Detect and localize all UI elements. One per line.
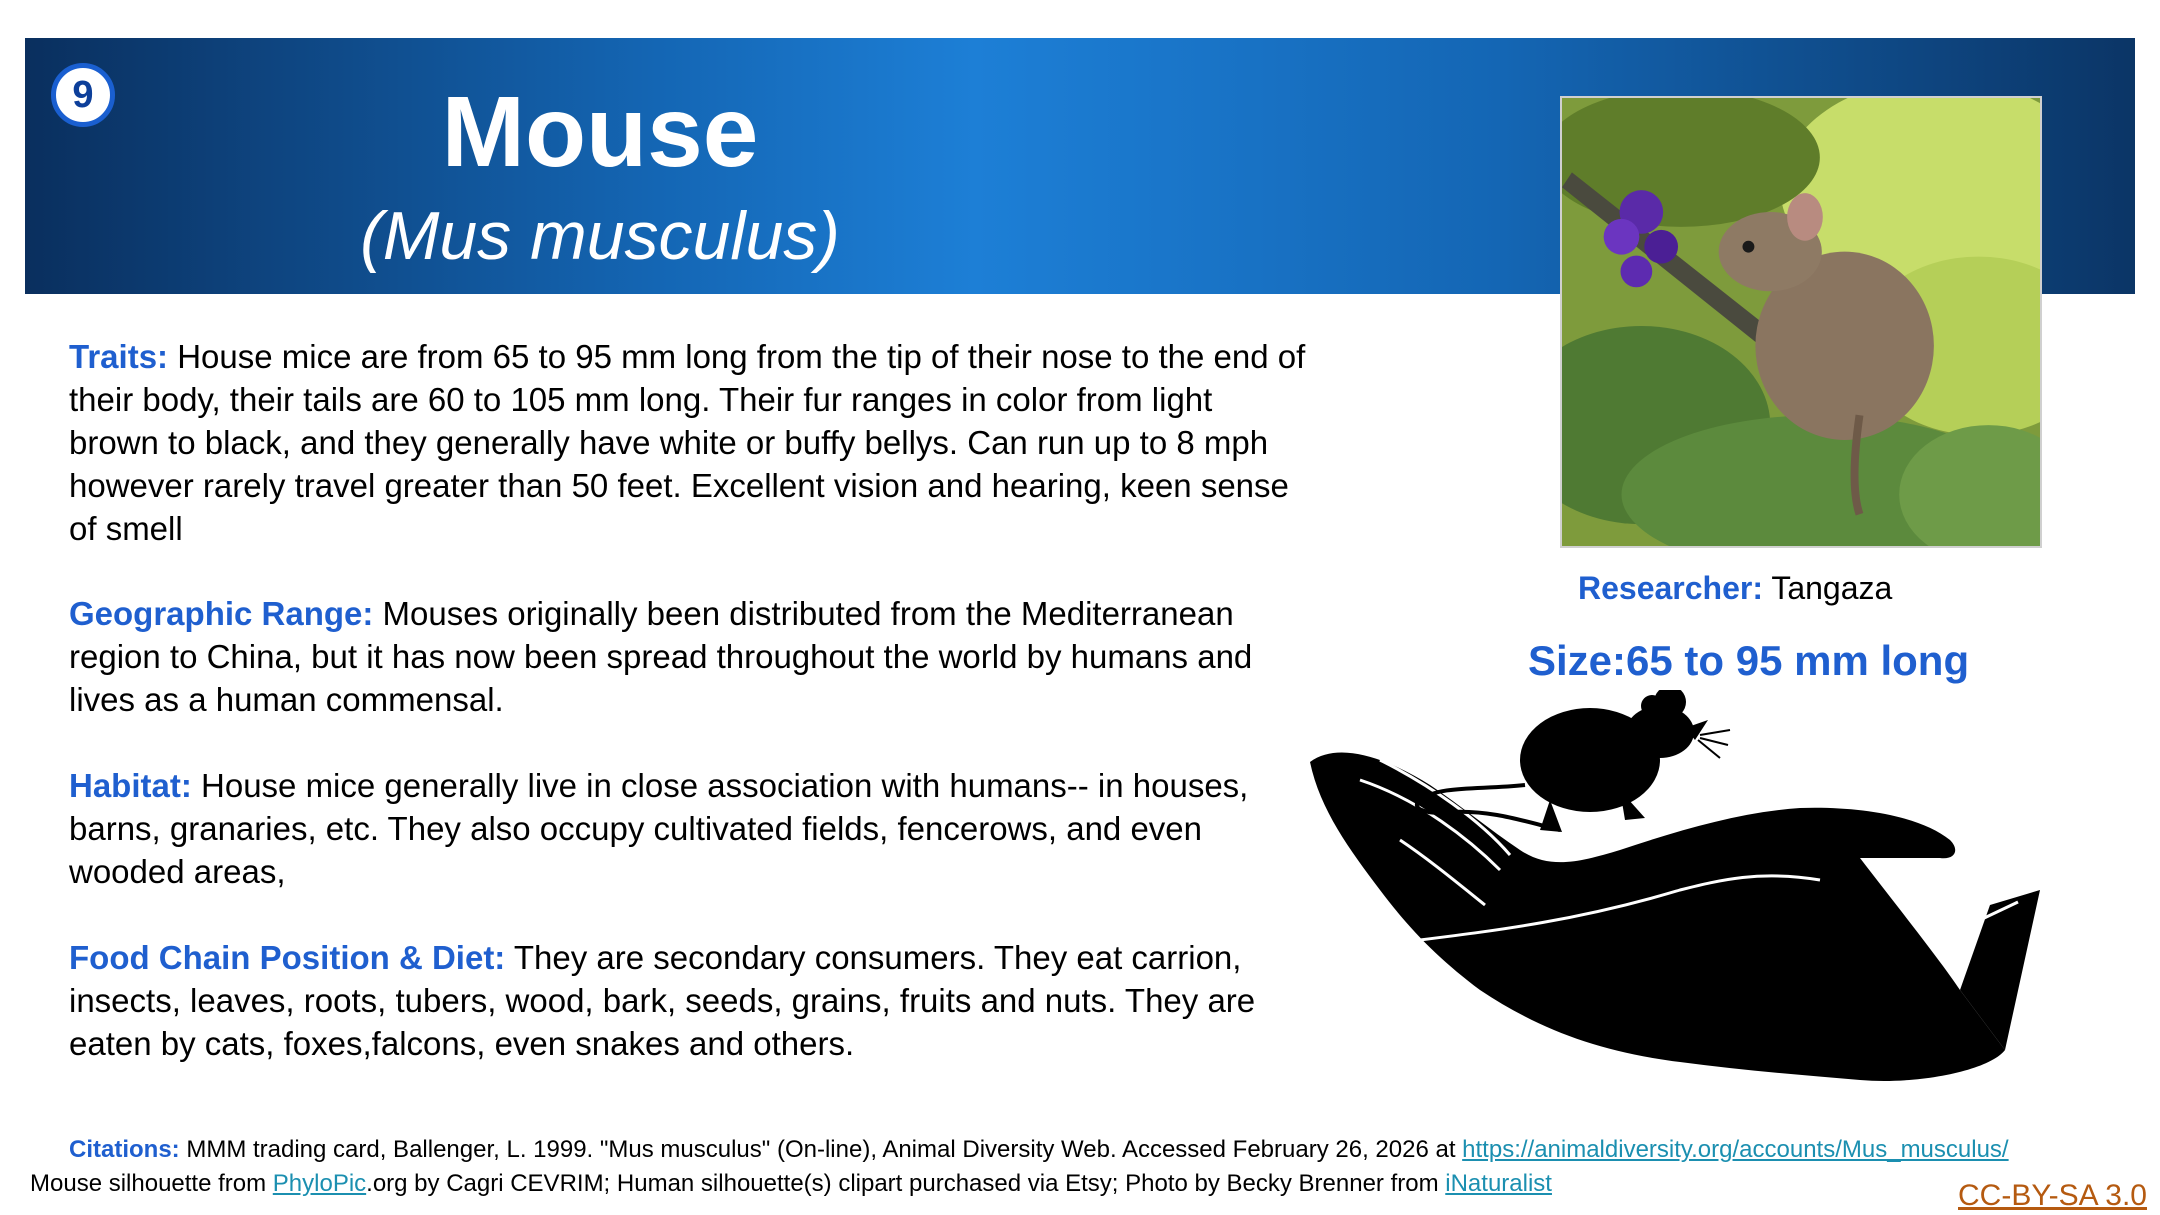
researcher-name: Tangaza	[1763, 570, 1893, 606]
habitat-section	[69, 764, 1309, 893]
researcher-line	[1578, 568, 1892, 608]
phylopic-link[interactable]: PhyloPic	[272, 1170, 367, 1197]
card-number-badge	[51, 63, 115, 127]
geographic-range-text: Mouses originally been distributed from the Mediterranean region to China, but it has now been spread throughout the world by humans and lives as a human commensal.	[69, 595, 1253, 718]
diet-label: Food Chain Position & Diet:	[69, 939, 506, 976]
credits-part-2: .org by Cagri CEVRIM; Human silhouette(s) clipart purchased via Etsy; Photo by Becky Brenner from	[366, 1170, 1446, 1197]
citations-label: Citations:	[69, 1136, 180, 1163]
credits-line	[30, 1168, 1552, 1200]
inaturalist-link[interactable]: iNaturalist	[1445, 1170, 1552, 1197]
diet-text: They are secondary consumers. They eat carrion, insects, leaves, roots, tubers, wood, bark, seeds, grains, fruits and nuts. They are eaten by cats, foxes,falcons, even snakes and others.	[69, 939, 1256, 1062]
geographic-range-section	[69, 592, 1309, 721]
mouse-photo	[1560, 96, 2042, 548]
habitat-label: Habitat:	[69, 767, 192, 804]
hand-with-mouse-silhouette	[1300, 690, 2040, 1110]
card-number: 9	[72, 73, 94, 116]
mouse-silhouette-icon	[1417, 690, 1730, 832]
page-title: Mouse	[441, 76, 759, 188]
diet-section	[69, 936, 1309, 1065]
size-heading: Size:65 to 95 mm long	[1528, 637, 1970, 684]
citation-link[interactable]: https://animaldiversity.org/accounts/Mus_musculus/	[1462, 1136, 2009, 1163]
researcher-label: Researcher:	[1578, 570, 1763, 606]
credits-part-1: Mouse silhouette from	[30, 1170, 273, 1197]
mouse-photo-art	[1562, 98, 2040, 546]
scientific-name: (Mus musculus)	[360, 198, 840, 274]
citations-text: MMM trading card, Ballenger, L. 1999. "Mus musculus" (On-line), Animal Diversity Web. Accessed February 26, 2026 at	[179, 1136, 1463, 1163]
traits-section	[69, 335, 1309, 550]
license-link[interactable]: CC-BY-SA 3.0	[1958, 1179, 2147, 1212]
geographic-range-label: Geographic Range:	[69, 595, 374, 632]
traits-label: Traits:	[69, 338, 169, 375]
citations-line	[69, 1134, 2009, 1166]
habitat-text: House mice generally live in close association with humans-- in houses, barns, granaries, etc. They also occupy cultivated fields, fencerows, and even wooded areas,	[69, 767, 1249, 890]
traits-text: House mice are from 65 to 95 mm long from the tip of their nose to the end of their body, their tails are 60 to 105 mm long. Their fur ranges in color from light brown to black, and they generally have white or buffy bellys. Can run up to 8 mph however rarely travel greater than 50 feet. Excellent vision and hearing, keen sense of smell	[69, 338, 1306, 547]
